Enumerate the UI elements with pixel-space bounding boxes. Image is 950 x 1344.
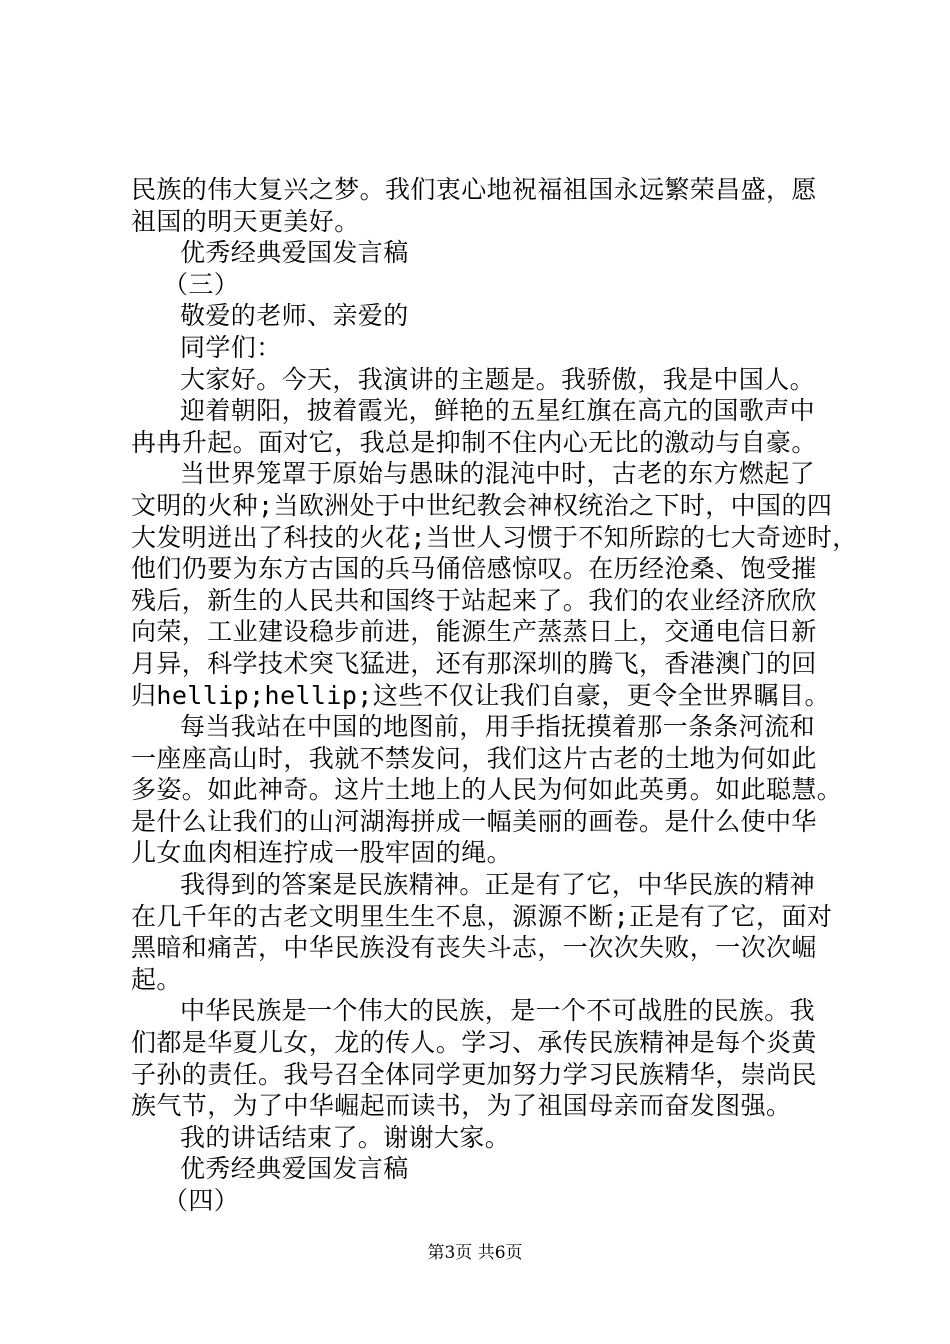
text-line: 子孙的责任。我号召全体同学更加努力学习民族精华，崇尚民 [131, 1059, 817, 1089]
text-line: 当世界笼罩于原始与愚昧的混沌中时，古老的东方燃起了 [180, 459, 816, 489]
text-line: 大发明迸出了科技的火花;当世人习惯于不知所踪的七大奇迹时， [131, 522, 858, 552]
text-line: 大家好。今天，我演讲的主题是。我骄傲，我是中国人。 [180, 364, 816, 394]
text-line: 残后，新生的人民共和国终于站起来了。我们的农业经济欣欣 [131, 585, 817, 615]
text-line: 我的讲话结束了。谢谢大家。 [180, 1122, 511, 1152]
text-line: 是什么让我们的山河湖海拼成一幅美丽的画卷。是什么使中华 [131, 806, 817, 836]
text-line: 月异，科学技术突飞猛进，还有那深圳的腾飞，香港澳门的回 [131, 648, 817, 678]
text-line: 起。 [131, 964, 182, 994]
text-line: 在几千年的古老文明里生生不息，源源不断;正是有了它，面对 [131, 901, 833, 931]
text-line: 优秀经典爱国发言稿 [180, 1154, 409, 1184]
text-line: 们都是华夏儿女，龙的传人。学习、承传民族精神是每个炎黄 [131, 1028, 817, 1058]
text-line: 每当我站在中国的地图前，用手指抚摸着那一条条河流和 [180, 712, 816, 742]
text-line: 祖国的明天更美好。 [131, 206, 360, 236]
text-line: 文明的火种;当欧洲处于中世纪教会神权统治之下时，中国的四 [131, 490, 833, 520]
text-line: （四） [163, 1186, 240, 1215]
text-line: 民族的伟大复兴之梦。我们衷心地祝福祖国永远繁荣昌盛，愿 [131, 175, 817, 204]
text-line: 我得到的答案是民族精神。正是有了它，中华民族的精神 [180, 870, 816, 900]
text-line: 优秀经典爱国发言稿 [180, 238, 409, 268]
text-line: 向荣，工业建设稳步前进，能源生产蒸蒸日上，交通电信日新 [131, 617, 817, 647]
text-line: 他们仍要为东方古国的兵马俑倍感惊叹。在历经沧桑、饱受摧 [131, 554, 817, 584]
text-line: 儿女血肉相连拧成一股牢固的绳。 [131, 838, 513, 868]
text-line: 归hellip;hellip;这些不仅让我们自豪，更令全世界瞩目。 [131, 680, 830, 710]
text-line: 同学们： [180, 332, 282, 362]
page-footer: 第3页 共6页 [427, 1243, 523, 1263]
text-line: 黑暗和痛苦，中华民族没有丧失斗志，一次次失败，一次次崛 [131, 933, 817, 963]
text-line: （三） [163, 269, 240, 299]
text-line: 中华民族是一个伟大的民族，是一个不可战胜的民族。我 [180, 996, 816, 1026]
text-line: 敬爱的老师、亲爱的 [180, 301, 409, 331]
text-line: 多姿。如此神奇。这片土地上的人民为何如此英勇。如此聪慧。 [131, 775, 843, 805]
document-body [131, 174, 858, 1217]
text-line: 族气节，为了中华崛起而读书，为了祖国母亲而奋发图强。 [131, 1091, 792, 1121]
text-line: 一座座高山时，我就不禁发问，我们这片古老的土地为何如此 [131, 743, 817, 773]
text-line: 迎着朝阳，披着霞光，鲜艳的五星红旗在高亢的国歌声中 [180, 396, 816, 426]
text-line: 冉冉升起。面对它，我总是抑制不住内心无比的激动与自豪。 [131, 427, 817, 457]
